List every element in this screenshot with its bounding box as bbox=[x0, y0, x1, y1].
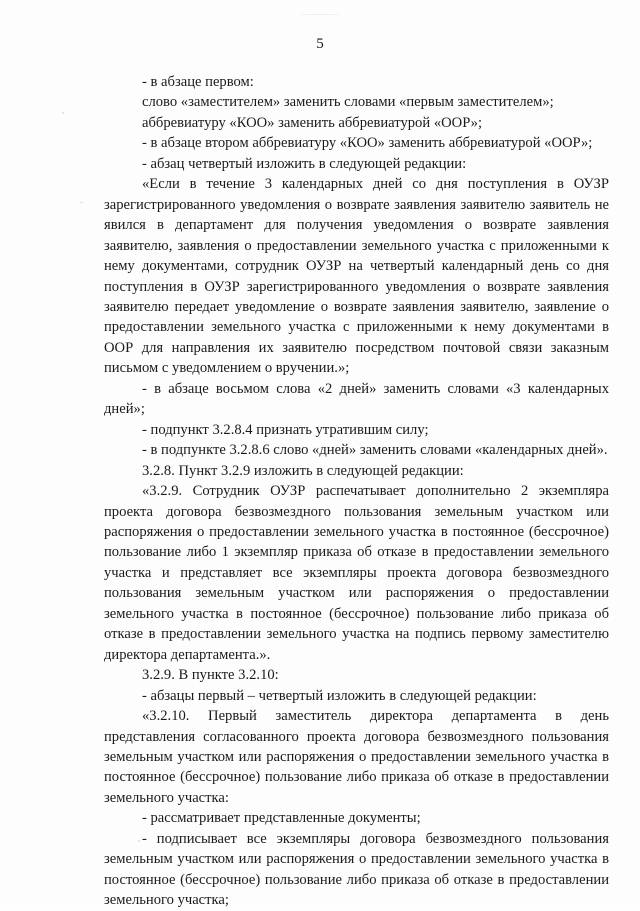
paragraph: - в абзаце втором аббревиатуру «КОО» заменить аббревиатурой «ООР»; bbox=[142, 135, 593, 152]
scan-speck bbox=[300, 14, 340, 15]
scan-speck bbox=[80, 202, 83, 203]
paragraph: «3.2.10. Первый заместитель директора департамента в день представления согласованного проекта договора безвозмездного пользования земельным участком или распоряжения о предоставлении земельного участка в постоянное (бессрочное) пользование либо приказа об отказе в предоставлении земельного участка: bbox=[104, 708, 609, 806]
paragraph: - в абзаце первом: bbox=[142, 74, 254, 90]
paragraph: - подписывает все экземпляры договора безвозмездного пользования земельным участком или распоряжения о предоставлении земельного участка в постоянное (бессрочное) пользование либо приказа об отказе в предоставлении земельного участка; bbox=[104, 830, 609, 909]
paragraph: 3.2.9. В пункте 3.2.10: bbox=[142, 667, 279, 684]
scan-speck bbox=[62, 112, 64, 114]
paragraph: - абзацы первый – четвертый изложить в следующей редакции: bbox=[142, 687, 537, 704]
document-body bbox=[104, 72, 609, 911]
paragraph: слово «заместителем» заменить словами «первым заместителем»; bbox=[142, 94, 554, 111]
paragraph: «3.2.9. Сотрудник ОУЗР распечатывает дополнительно 2 экземпляра проекта договора безвозмездного пользования земельным участком или распоряжения о предоставлении земельного участка в постоянное (бессрочное) пользование либо 1 экземпляр приказа об отказе в предоставлении земельного участка и представляет все экземпляры проекта договора безвозмездного пользования земельным участком или распоряжения о предоставлении земельного участка в постоянное (бессрочное) пользование либо приказа об отказе в предоставлении земельного участка на подпись первому заместителю директора департамента.». bbox=[104, 483, 609, 663]
paragraph: - в абзаце восьмом слова «2 дней» заменить словами «3 календарных дней»; bbox=[104, 380, 609, 418]
page-number: 5 bbox=[316, 36, 324, 52]
paragraph: - абзац четвертый изложить в следующей редакции: bbox=[142, 155, 467, 172]
paragraph: - рассматривает представленные документы; bbox=[142, 810, 421, 827]
paragraph: 3.2.8. Пункт 3.2.9 изложить в следующей редакции: bbox=[142, 462, 464, 479]
paragraph: аббревиатуру «КОО» заменить аббревиатурой «ООР»; bbox=[142, 114, 483, 131]
paragraph: - подпункт 3.2.8.4 признать утратившим силу; bbox=[142, 421, 429, 438]
paragraph: - в подпункте 3.2.8.6 слово «дней» заменить словами «календарных дней». bbox=[142, 442, 608, 459]
paragraph: «Если в течение 3 календарных дней со дня поступления в ОУЗР зарегистрированного уведомления о возврате заявления заявителю заявитель не явился в департамент для получения уведомления о возврате заявления заявителю, заявления о предоставлении земельного участка с приложенными к нему документами, сотрудник ОУЗР на четвертый календарный день со дня поступления в ОУЗР зарегистрированного уведомления о возврате заявления заявителю передает уведомление о возврате заявления заявителю, заявление о предоставлении земельного участка с приложенными к нему документами в ООР для направления их заявителю посредством почтовой связи заказным письмом с уведомлением о вручении.»; bbox=[104, 176, 609, 377]
